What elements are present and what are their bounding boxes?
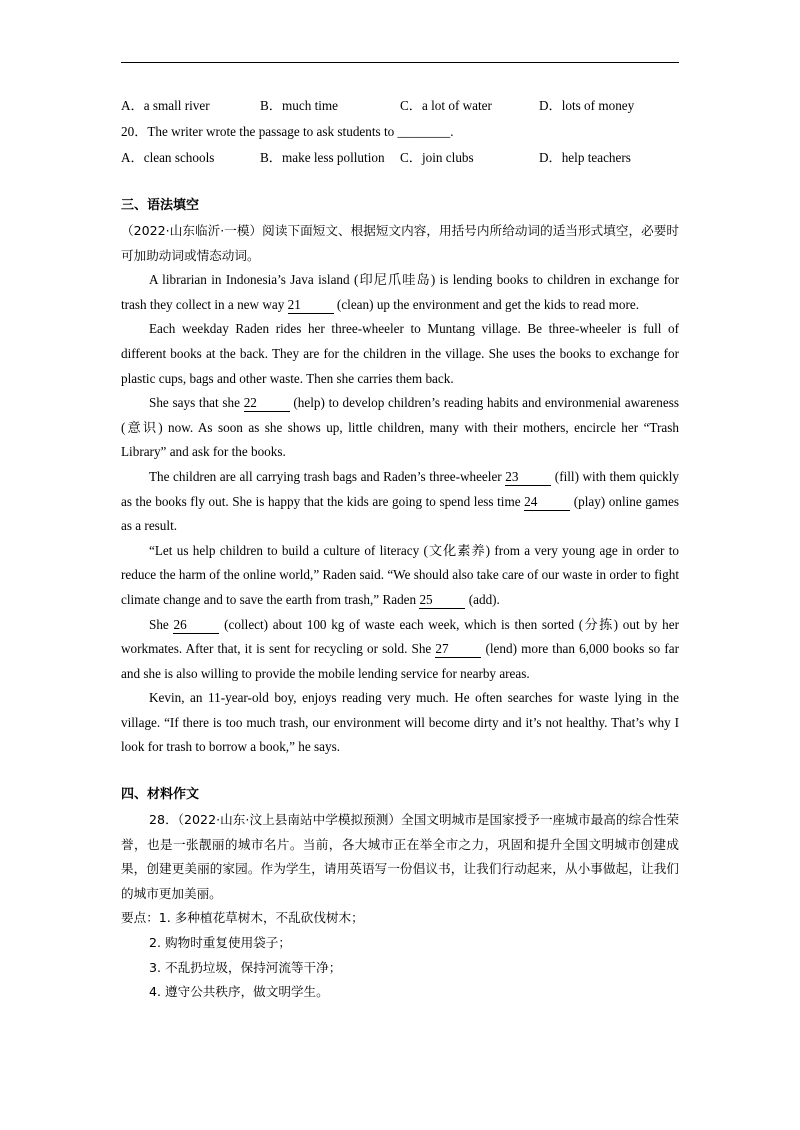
blank-26[interactable]: 26 <box>173 617 219 634</box>
section4-title: 四、材料作文 <box>121 787 200 803</box>
blank-25[interactable]: 25 <box>419 592 465 609</box>
q20-option-d: D．help teachers <box>539 149 631 165</box>
blank-23[interactable]: 23 <box>505 469 551 486</box>
section3-intro: （2022·山东临沂·一模）阅读下面短文、根据短文内容，用括号内所给动词的适当形式填空，必要时可加助动词或情态动词。 <box>121 223 679 263</box>
writing-point-3: 3. 不乱扔垃圾，保持河流等干净； <box>149 959 342 975</box>
q20-options <box>121 145 679 171</box>
passage-paragraph-4: The children are all carrying trash bags and Raden’s three-wheeler 23 (fill) with them quickly as the books fly out. She is happy that the kids are going to spend less time 24 (play) online games as a result. <box>121 468 679 534</box>
passage-paragraph-2: Each weekday Raden rides her three-wheeler to Muntang village. Be three-wheeler is full of different books at the back. They are for the children in the village. She uses the books to exchange for plastic cups, bags and other waste. Then she carries them back. <box>121 321 679 386</box>
q19-option-a: A．a small river <box>121 97 210 113</box>
q20-option-a: A．clean schools <box>121 149 215 165</box>
blank-21[interactable]: 21 <box>288 297 334 314</box>
writing-point-4: 4. 遵守公共秩序，做文明学生。 <box>149 984 329 1000</box>
passage-paragraph-5: “Let us help children to build a culture of literacy (文化素养) from a very young age in order to reduce the harm of the online world,” Raden said. “We should also take care of our waste in order to fight climate change and to save the earth from trash,” Raden 25 (add). <box>121 542 679 607</box>
blank-24[interactable]: 24 <box>524 494 570 511</box>
q19-option-d: D．lots of money <box>539 97 635 113</box>
passage-paragraph-7: Kevin, an 11-year-old boy, enjoys reading very much. He often searches for waste lying in the village. “If there is too much trash, our environment will become dirty and it’s not healthy. That’s why I look for trash to borrow a book,” he says. <box>121 690 679 755</box>
q20-stem: 20．The writer wrote the passage to ask students to ________. <box>121 124 454 139</box>
passage-paragraph-3: She says that she 22 (help) to develop children’s reading habits and environmenial awareness (意识) now. As soon as she shows up, little children, many with their mothers, encircle her “Trash Library” and ask for the books. <box>121 395 679 460</box>
q19-option-b: B．much time <box>260 97 339 113</box>
passage-paragraph-1: A librarian in Indonesia’s Java island (印尼爪哇岛) is lending books to children in exchange for trash they collect in a new way 21 (clean) up the environment and get the kids to read more. <box>121 272 679 312</box>
blank-27[interactable]: 27 <box>435 641 481 658</box>
writing-point-1: 要点：1. 多种植花草树木，不乱砍伐树木； <box>121 910 364 926</box>
blank-22[interactable]: 22 <box>244 395 290 412</box>
q20-option-b: B．make less pollution <box>260 149 385 165</box>
q19-options <box>121 93 679 119</box>
writing-points <box>121 906 679 1004</box>
header-rule <box>121 62 679 63</box>
q20-option-c: C．join clubs <box>400 149 474 165</box>
section3-title: 三、语法填空 <box>121 198 200 213</box>
passage-paragraph-6: She 26 (collect) about 100 kg of waste each week, which is then sorted (分拣) out by her workmates. After that, it is sent for recycling or sold. She 27 (lend) more than 6,000 books so far and she is also willing to provide the mobile lending service for nearby areas. <box>121 616 679 681</box>
document-body <box>121 93 679 1005</box>
q19-option-c: C．a lot of water <box>400 97 492 113</box>
writing-point-2: 2. 购物时重复使用袋子； <box>149 935 291 951</box>
q28-prompt: 28．（2022·山东·汶上县南站中学模拟预测）全国文明城市是国家授予一座城市最高的综合性荣誉，也是一张靓丽的城市名片。当前，各大城市正在举全市之力，巩固和提升全国文明城市创建成果，创建更美丽的家园。作为学生，请用英语写一份倡议书，让我们行动起来，从小事做起，让我们的城市更加美丽。 <box>121 812 679 901</box>
